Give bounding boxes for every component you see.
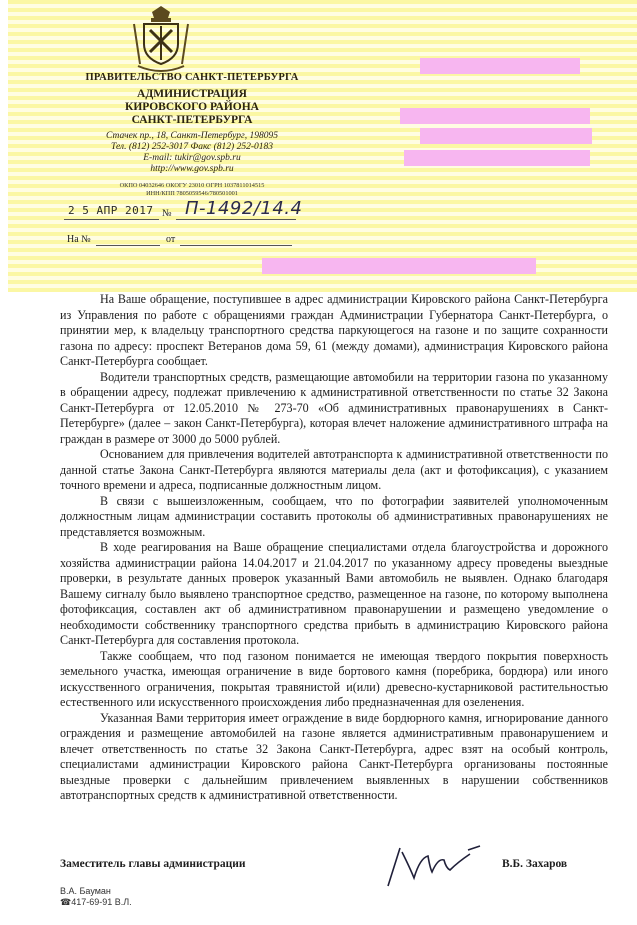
- email-line: E-mail: tukir@gov.spb.ru: [143, 153, 241, 163]
- redaction-block: [420, 128, 592, 144]
- paragraph: Указанная Вами территория имеет ограждение в виде бордюрного камня, игнорирование данного ограждения и размещение автомобилей на газоне является административным правонарушением и влечет ответственность по статье 32 Закона Санкт-Петербурга, адрес взят на особый контроль, специалистами администрации Кировского района Санкт-Петербурга организованы постоянные выездные проверки с дальнейшим привлечением выявленных в нарушении собственников автотранспортных средств к административной ответственности.: [60, 710, 608, 802]
- reply-to-label: На №: [67, 234, 91, 245]
- redaction-block: [404, 150, 590, 166]
- number-label: №: [162, 208, 172, 219]
- website-line: http://www.gov.spb.ru: [150, 164, 234, 174]
- outgoing-number: П-1492/14.4: [185, 198, 303, 219]
- executor-block: [60, 886, 132, 908]
- from-underline: [180, 245, 292, 246]
- signatory-name: В.Б. Захаров: [502, 858, 568, 870]
- paragraph: Также сообщаем, что под газоном понимается не имеющая твердого покрытия поверхность земельного участка, имеющая ограничение в виде бортового камня (поребрика, бордюра) или иного искусственного ограничения, покрытая травянистой и(или) древесно-кустарниковой растительностью естественного или искусственного происхождения либо предназначенная для озеленения.: [60, 648, 608, 709]
- organization-line: САНКТ-ПЕТЕРБУРГА: [131, 114, 253, 126]
- government-title: ПРАВИТЕЛЬСТВО САНКТ-ПЕТЕРБУРГА: [85, 72, 299, 83]
- organization-title: [72, 88, 312, 127]
- from-label: от: [166, 234, 176, 245]
- signatory-role: Заместитель главы администрации: [60, 858, 246, 870]
- address-line: Стачек пр., 18, Санкт-Петербург, 198095: [106, 131, 278, 141]
- organization-line: АДМИНИСТРАЦИЯ: [137, 88, 247, 100]
- letter-body: [60, 292, 608, 804]
- executor-phone: ☎417-69-91 В.Л.: [60, 897, 132, 907]
- organization-line: КИРОВСКОГО РАЙОНА: [124, 101, 259, 113]
- paragraph: В связи с вышеизложенным, сообщаем, что по фотографии заявителей уполномоченным должностным лицам администрации составить протоколы об административных правонарушениях не представляется возможным.: [60, 493, 608, 539]
- codes-line: ОКПО 04032646 ОКОГУ 23010 ОГРН 1037811014515: [119, 182, 265, 189]
- paragraph: В ходе реагирования на Ваше обращение специалистами отдела благоустройства и дорожного хозяйства администрации района 14.04.2017 и 21.04.2017 по указанному адресу проведены выездные проверки, в результате данных проверок указанный Вами автомобиль не выявлен. Однако благодаря Вашему сигналу было выявлено транспортное средство, размещенное на газоне, по которому выполнена фотофиксация, составлен акт об административном правонарушении и размещено уведомление о необходимости собственнику транспортного средства прибыть в администрацию Кировского района Санкт-Петербурга для составления протокола.: [60, 540, 608, 647]
- date-underline: [64, 219, 159, 220]
- handwritten-signature: [380, 838, 490, 893]
- contact-block: [72, 131, 312, 175]
- number-underline: [176, 219, 296, 220]
- executor-name: В.А. Бауман: [60, 886, 111, 896]
- reply-underline: [96, 245, 160, 246]
- codes-line: ИНН/КПП 7805059546/780501001: [146, 189, 238, 197]
- paragraph: На Ваше обращение, поступившее в адрес администрации Кировского района Санкт-Петербурга из Управления по работе с обращениями граждан Администрации Губернатора Санкт-Петербурга, о принятии мер, к владельцу транспортного средства паркующегося на газоне и по защите сохранности газона по адресу: проспект Ветеранов дома 59, 61 (между домами), администрация Кировского района Санкт-Петербурга сообщает.: [60, 292, 608, 368]
- registry-codes: [82, 182, 302, 197]
- redaction-block: [262, 258, 536, 274]
- paragraph: Водители транспортных средств, размещающие автомобили на территории газона по указанному в обращении адресу, подлежат привлечению к административной ответственности по статье 32 Закона Санкт-Петербурга от 12.05.2010 № 273-70 «Об административных правонарушениях в Санкт-Петербурге» (далее – закон Санкт-Петербурга), которая влечет наложение административного штрафа на граждан в размере от 3000 до 5000 рублей.: [60, 369, 608, 446]
- redaction-block: [420, 58, 580, 74]
- coat-of-arms-emblem: [130, 4, 192, 74]
- phone-line: Тел. (812) 252-3017 Факс (812) 252-0183: [111, 142, 273, 152]
- redaction-block: [400, 108, 590, 124]
- date-stamp: 2 5 АПР 2017: [68, 204, 154, 217]
- paragraph: Основанием для привлечения водителей автотранспорта к административной ответственности по данной статье Закона Санкт-Петербурга являются материалы дела (акт и фотофиксация), с указанием точного времени и адреса, подписанные должностным лицом.: [60, 447, 608, 492]
